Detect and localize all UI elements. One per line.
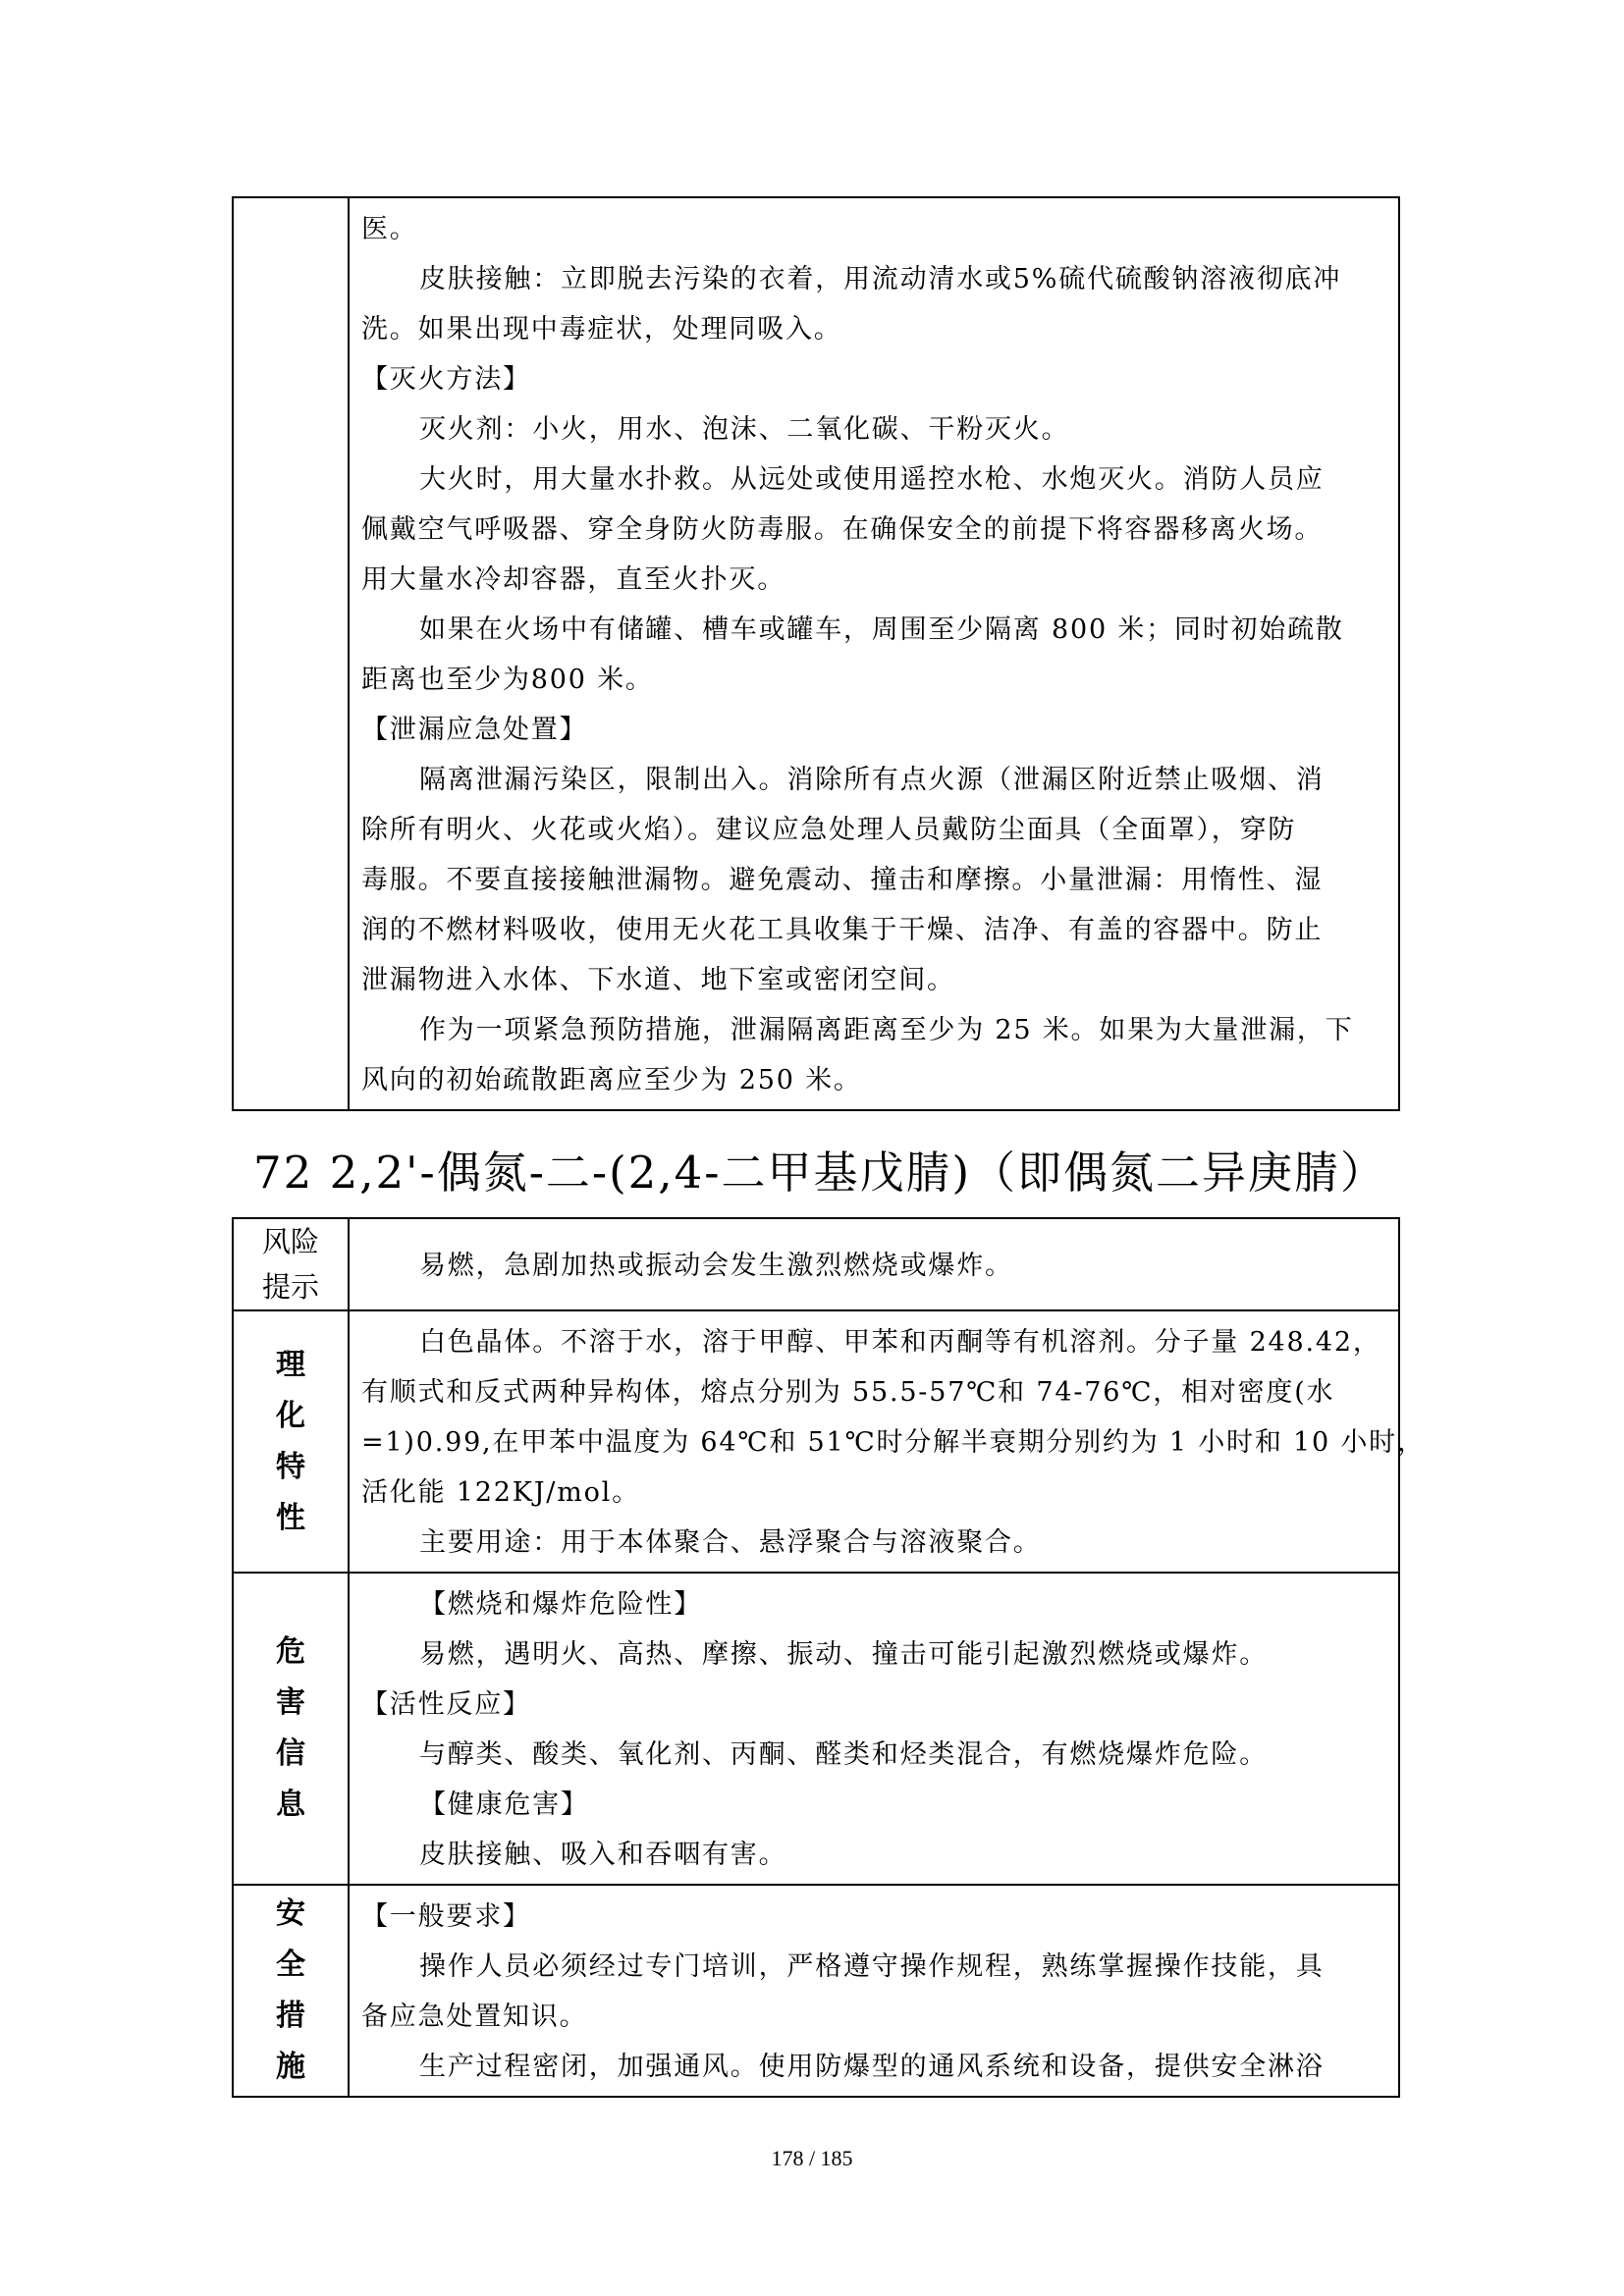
label-char: 息 (276, 1788, 305, 1822)
label-char: 施 (276, 2050, 305, 2084)
text-line: 大火时，用大量水扑救。从远处或使用遥控水枪、水炮灭火。消防人员应 (419, 464, 1325, 495)
content-cell (349, 197, 1399, 1110)
text-line: 作为一项紧急预防措施，泄漏隔离距离至少为 25 米。如果为大量泄漏，下 (419, 1015, 1354, 1045)
label-char: 性 (276, 1500, 305, 1535)
section-title: 72 2,2'-偶氮-二-(2,4-二甲基戊腈)（即偶氮二异庚腈） (253, 1147, 1386, 1199)
label-cell-properties (233, 1310, 349, 1573)
subheading: 【活性反应】 (361, 1689, 531, 1720)
label-char: 害 (276, 1685, 305, 1720)
text-line: 润的不燃材料吸收，使用无火花工具收集于干燥、洁净、有盖的容器中。防止 (361, 915, 1324, 945)
label-char: 特 (276, 1449, 305, 1484)
table-row (233, 1885, 1399, 2097)
text-line: 医。 (361, 214, 418, 244)
chemical-info-table (232, 1217, 1426, 2098)
text-line: =1)0.99,在甲苯中温度为 64℃和 51℃时分解半衰期分别约为 1 小时和 10 小时， (361, 1427, 1426, 1458)
label-text: 提示 (261, 1270, 319, 1304)
text-line: 毒服。不要直接接触泄漏物。避免震动、撞击和摩擦。小量泄漏：用惰性、湿 (361, 865, 1324, 895)
text-line: 皮肤接触：立即脱去污染的衣着，用流动清水或5%硫代硫酸钠溶液彻底冲 (419, 264, 1342, 294)
label-cell-safety (233, 1885, 349, 2097)
text-line: 佩戴空气呼吸器、穿全身防火防毒服。在确保安全的前提下将容器移离火场。 (361, 514, 1324, 545)
continued-table (232, 196, 1400, 1111)
text-line: 除所有明火、火花或火焰）。建议应急处理人员戴防尘面具（全面罩），穿防 (361, 815, 1297, 845)
label-char: 理 (276, 1347, 305, 1382)
text-line: 操作人员必须经过专门培训，严格遵守操作规程，熟练掌握操作技能，具 (419, 1951, 1325, 1982)
text-line: 隔离泄漏污染区，限制出入。消除所有点火源（泄漏区附近禁止吸烟、消 (419, 765, 1325, 795)
content-cell (349, 1218, 1399, 1310)
text-line: 距离也至少为800 米。 (361, 665, 654, 695)
label-char: 安 (276, 1896, 305, 1931)
page-number: 178 / 185 (771, 2146, 853, 2170)
text-line: 灭火剂：小火，用水、泡沫、二氧化碳、干粉灭火。 (419, 414, 1070, 445)
text-line: 如果在火场中有储罐、槽车或罐车，周围至少隔离 800 米；同时初始疏散 (419, 614, 1344, 645)
label-char: 全 (276, 1948, 305, 1982)
text-line: 用大量水冷却容器，直至火扑灭。 (361, 564, 785, 595)
table-row (233, 197, 1399, 1110)
text-line: 备应急处置知识。 (361, 2002, 588, 2032)
text-line: 有顺式和反式两种异构体，熔点分别为 55.5-57℃和 74-76℃，相对密度(水 (361, 1377, 1335, 1408)
label-char: 危 (276, 1634, 305, 1669)
text-line: 主要用途：用于本体聚合、悬浮聚合与溶液聚合。 (419, 1527, 1042, 1558)
subheading: 【泄漏应急处置】 (361, 715, 588, 745)
table-row (233, 1218, 1399, 1310)
text-line: 活化能 122KJ/mol。 (361, 1477, 640, 1508)
content-cell (349, 1885, 1399, 2097)
empty-label-cell (233, 197, 349, 1110)
text-line: 风向的初始疏散距离应至少为 250 米。 (361, 1065, 862, 1095)
label-text: 风险 (261, 1225, 319, 1258)
label-cell-risk (233, 1218, 349, 1310)
label-char: 措 (276, 1999, 305, 2033)
subheading: 【一般要求】 (361, 1901, 531, 1932)
label-char: 化 (276, 1398, 305, 1433)
table-row (233, 1573, 1399, 1885)
subheading: 【灭火方法】 (361, 364, 531, 395)
text-line: 白色晶体。不溶于水，溶于甲醇、甲苯和丙酮等有机溶剂。分子量 248.42， (419, 1327, 1381, 1358)
text-line: 易燃，遇明火、高热、摩擦、振动、撞击可能引起激烈燃烧或爆炸。 (419, 1639, 1268, 1670)
text-line: 皮肤接触、吸入和吞咽有害。 (419, 1840, 787, 1870)
table-row (233, 1310, 1399, 1573)
content-cell (349, 1573, 1399, 1885)
content-cell (349, 1310, 1426, 1573)
subheading: 【燃烧和爆炸危险性】 (419, 1589, 702, 1620)
text-line: 泄漏物进入水体、下水道、地下室或密闭空间。 (361, 965, 955, 995)
text-line: 生产过程密闭，加强通风。使用防爆型的通风系统和设备，提供安全淋浴 (419, 2052, 1325, 2082)
subheading: 【健康危害】 (419, 1789, 589, 1820)
text-line: 易燃，急剧加热或振动会发生激烈燃烧或爆炸。 (419, 1250, 1013, 1281)
label-cell-hazard (233, 1573, 349, 1885)
label-char: 信 (276, 1736, 305, 1771)
text-line: 与醇类、酸类、氧化剂、丙酮、醛类和烃类混合，有燃烧爆炸危险。 (419, 1739, 1268, 1770)
text-line: 洗。如果出现中毒症状，处理同吸入。 (361, 314, 842, 345)
